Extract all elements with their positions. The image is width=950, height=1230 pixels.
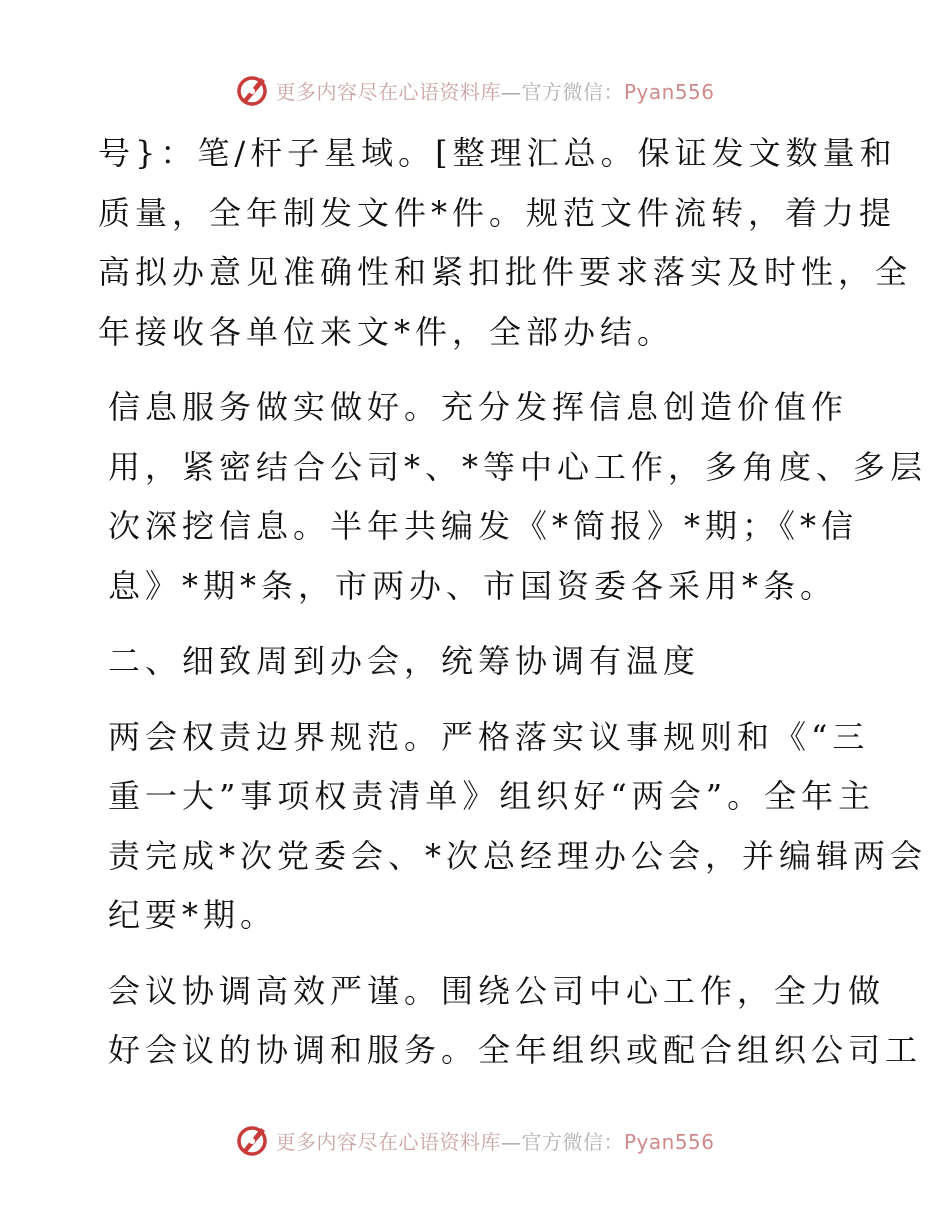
watermark-header <box>0 70 950 110</box>
watermark-dash: — <box>500 1129 522 1154</box>
watermark-site-text: 更多内容尽在心语资料库 <box>275 1129 501 1154</box>
watermark-account: Pyan556 <box>623 1129 715 1154</box>
quill-logo-icon <box>235 1122 271 1158</box>
text-line: 次深挖信息。半年共编发《*简报》*期；《*信 <box>108 507 859 545</box>
paragraph <box>98 708 928 946</box>
watermark-account: Pyan556 <box>623 79 715 104</box>
text-line: 信息服务做实做好。充分发挥信息创造价值作 <box>108 388 849 426</box>
section-heading <box>98 632 858 692</box>
watermark-wechat-label: 官方微信： <box>521 1129 624 1154</box>
text-line: 责完成*次党委会、*次总经理办公会，并编辑两会 <box>108 836 928 875</box>
text-line: 重一大”事项权责清单》组织好“两会”。全年主 <box>108 777 876 815</box>
paragraph <box>98 962 923 1081</box>
text-line: 会议协调高效严谨。围绕公司中心工作，全力做 <box>108 971 886 1010</box>
text-line: 用，紧密结合公司*、*等中心工作，多角度、多层 <box>108 447 928 486</box>
text-line: 纪要*期。 <box>108 896 278 934</box>
text-line: 息》*期*条，市两办、市国资委各采用*条。 <box>108 566 838 605</box>
watermark-footer <box>0 1120 950 1160</box>
text-line: 二、细致周到办会，统筹协调有温度 <box>108 642 701 680</box>
watermark-wechat-label: 官方微信： <box>521 79 624 104</box>
text-line: 两会权责边界规范。严格落实议事规则和《“三 <box>108 717 870 756</box>
text-line: 好会议的协调和服务。全年组织或配合组织公司工 <box>108 1031 923 1069</box>
document-body <box>98 124 928 1097</box>
text-line: 号}：笔/杆子星域。[整理汇总。保证发文数量和 <box>98 134 897 172</box>
text-line: 年接收各单位来文*件，全部办结。 <box>98 312 675 351</box>
text-line: 高拟办意见准确性和紧扣批件要求落实及时性，全 <box>98 253 913 291</box>
watermark-site-text: 更多内容尽在心语资料库 <box>275 79 501 104</box>
watermark-dash: — <box>500 79 522 104</box>
quill-logo-icon <box>235 72 271 108</box>
paragraph <box>98 124 913 362</box>
text-line: 质量，全年制发文件*件。规范文件流转，着力提 <box>98 193 897 232</box>
paragraph <box>98 378 928 616</box>
